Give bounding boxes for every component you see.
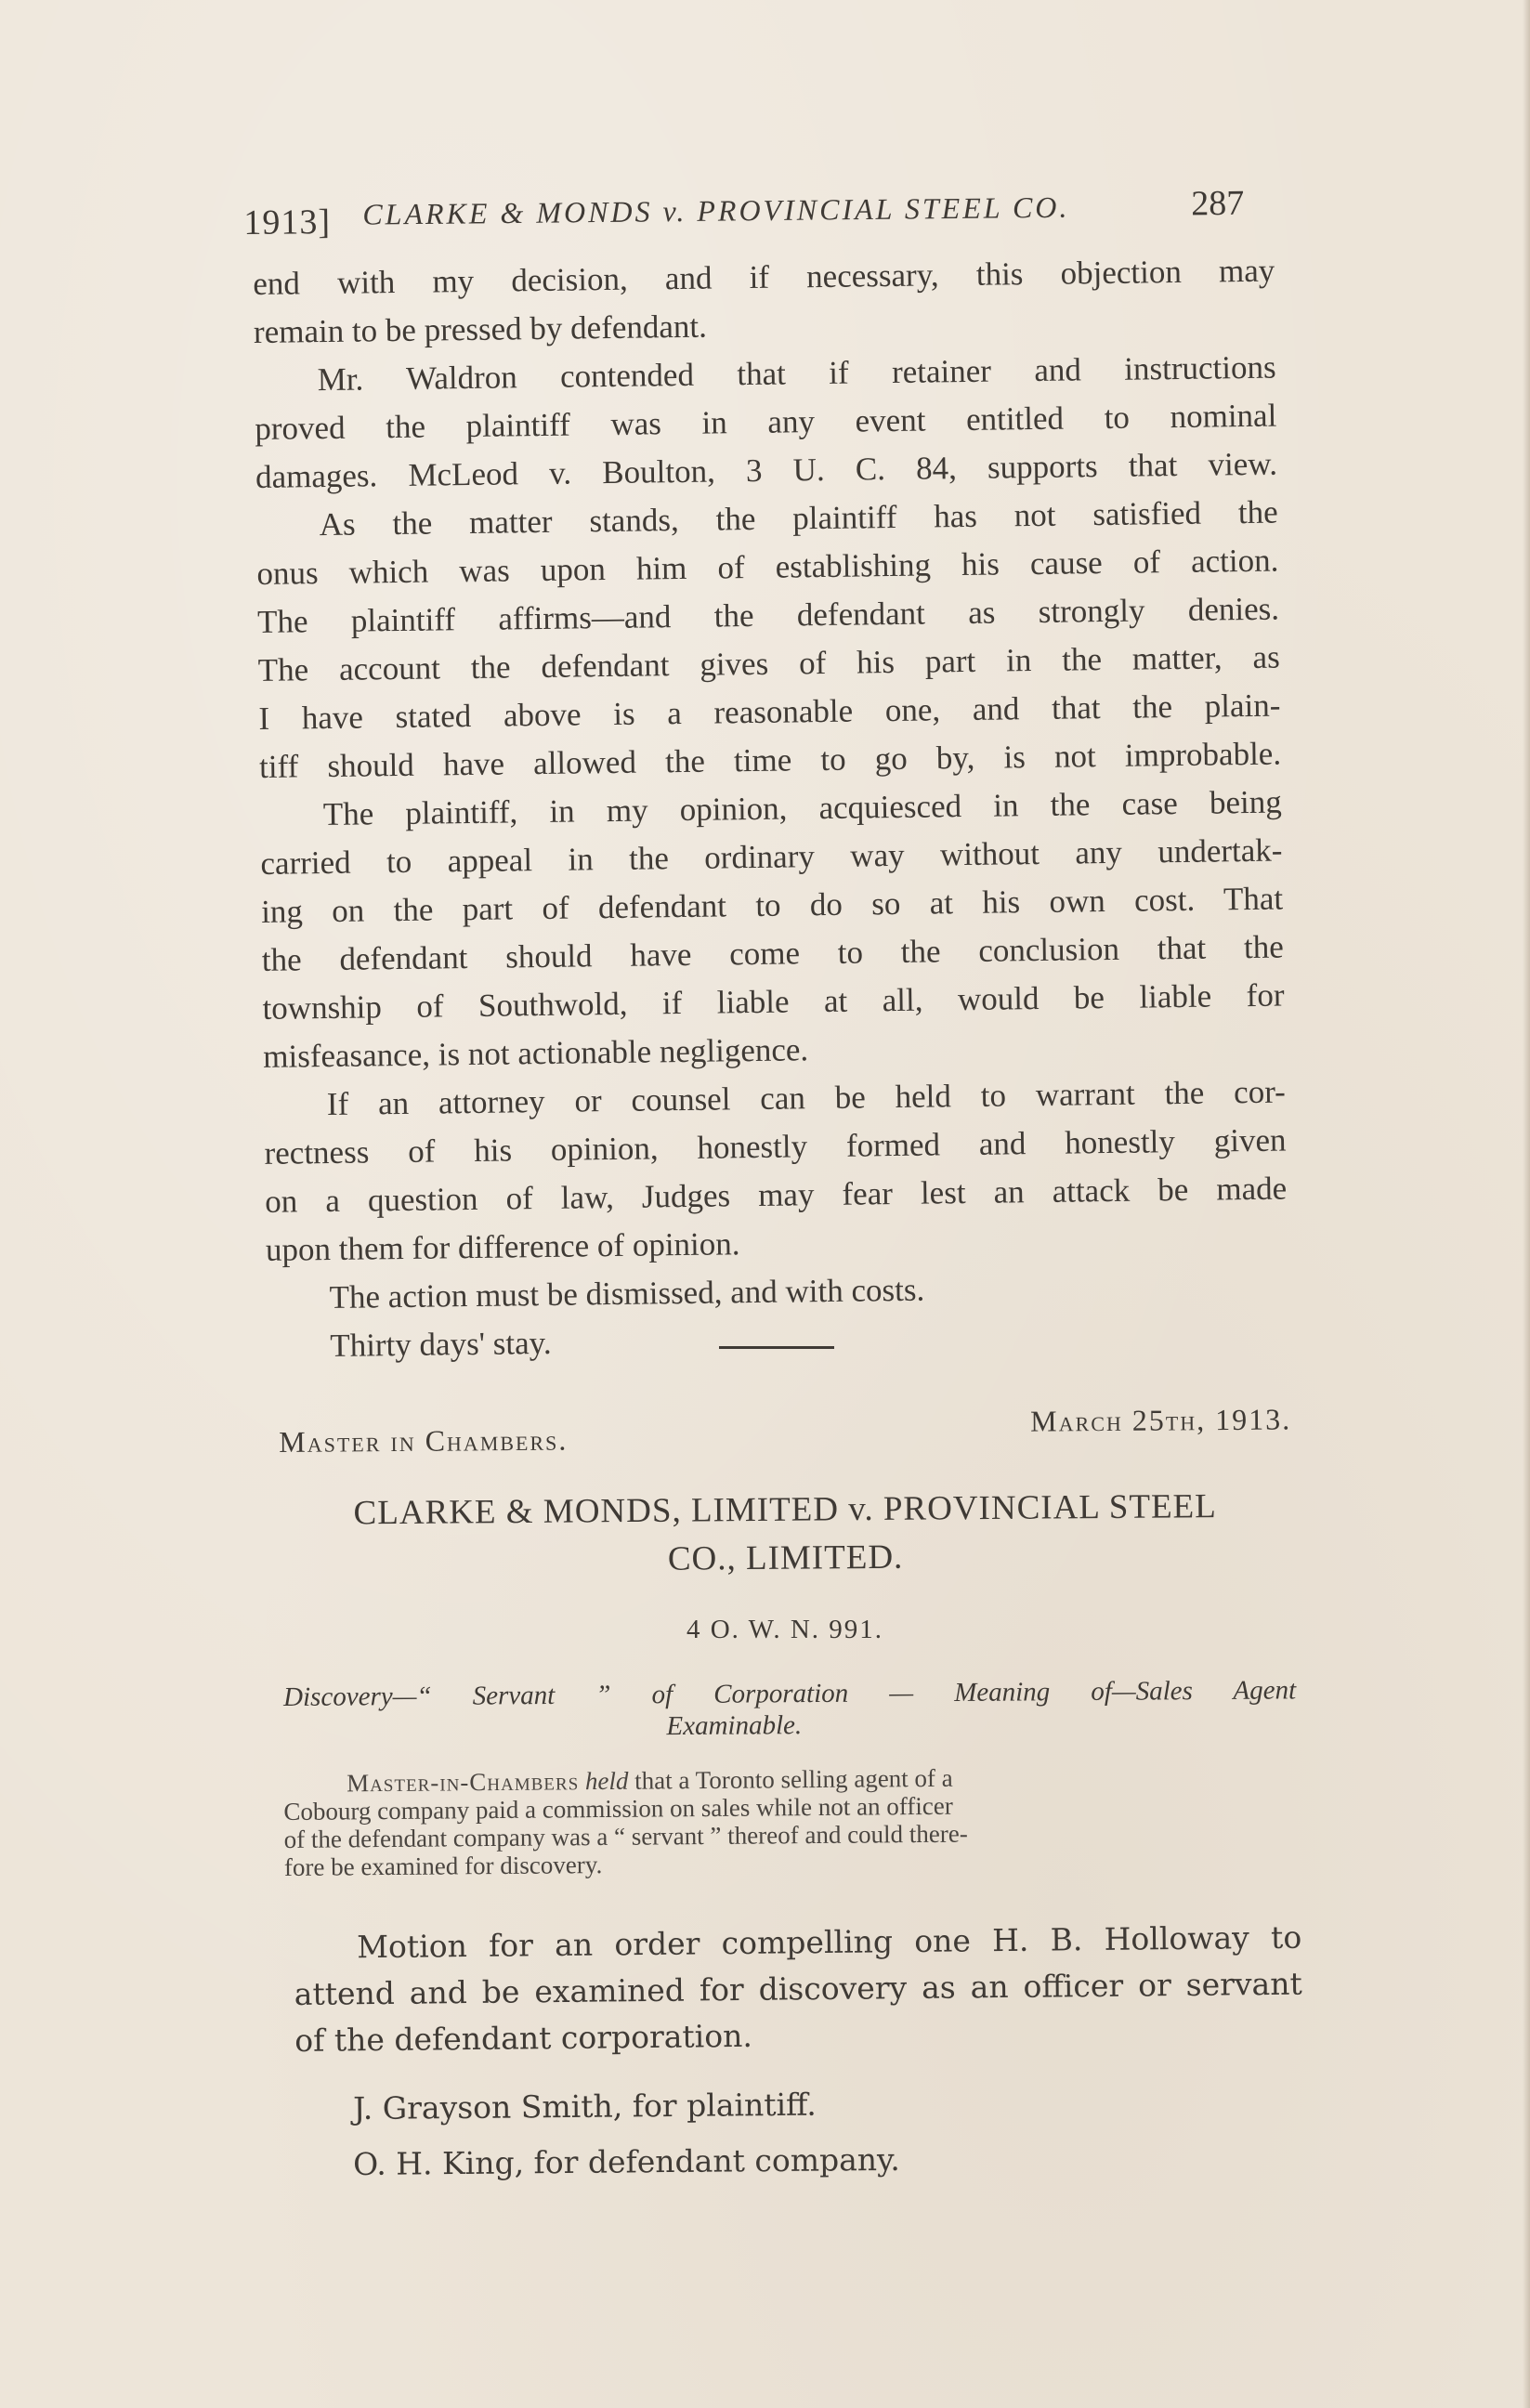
text-line: damages. McLeod v. Boulton, 3 U. C. 84, supports that view. — [255, 445, 1278, 495]
case-title-line: CO., LIMITED. — [667, 1538, 904, 1578]
text-line: onus which was upon him of establishing his cause of action. — [256, 542, 1279, 592]
motion-paragraph — [294, 1915, 1303, 2064]
text-line: proved the plaintiff was in any event entitled to nominal — [255, 397, 1277, 447]
text-line: end with my decision, and if necessary, this objection may — [253, 252, 1275, 302]
headnote-line: Examinable. — [666, 1710, 803, 1742]
text-line: If an attorney or counsel can be held to warrant the cor- — [326, 1073, 1287, 1123]
text-line: rectness of his opinion, honestly formed and honestly given — [264, 1121, 1287, 1171]
syllabus-held: held — [584, 1766, 629, 1796]
text-line: The plaintiff affirms—and the defendant as strongly denies. — [256, 590, 1280, 640]
syllabus-lead: Master-in-Chambers — [346, 1767, 580, 1798]
court-name: Master in Chambers. — [279, 1422, 569, 1459]
counsel-plaintiff: J. Grayson Smith, for plaintiff. — [353, 2086, 817, 2127]
case-title-line: CLARKE & MONDS, LIMITED v. PROVINCIAL STEEL — [353, 1487, 1217, 1533]
syllabus-line: of the defendant company was a “ servant ” thereof and could there- — [283, 1819, 968, 1853]
text-line: remain to be pressed by defendant. — [253, 308, 708, 350]
headnote — [283, 1674, 1296, 1745]
text-line: Thirty days' stay. — [330, 1324, 552, 1365]
page-edge-shadow — [1523, 0, 1530, 2408]
syllabus-text: that a Toronto selling agent of a — [634, 1763, 953, 1795]
text-line: carried to appeal in the ordinary way without any undertak- — [260, 831, 1283, 882]
text-line: I have stated above is a reasonable one, and that the plain- — [258, 687, 1281, 737]
section-divider — [719, 1346, 834, 1349]
syllabus-line: Cobourg company paid a commission on sales while not an officer — [283, 1791, 953, 1826]
opinion-text — [253, 247, 1289, 1371]
motion-line: of the defendant corporation. — [294, 2017, 753, 2059]
case-title — [279, 1482, 1292, 1587]
case-header — [279, 1400, 1291, 1464]
running-header — [243, 175, 1266, 242]
motion-line: attend and be examined for discovery as an officer or servant — [294, 1965, 1302, 2012]
text-line: The account the defendant gives of his part in the matter, as — [257, 638, 1280, 688]
headnote-line: Discovery—“ Servant ” of Corporation — Meaning of—Sales Agent — [283, 1675, 1297, 1712]
text-line: tiff should have allowed the time to go by, is not improbable. — [258, 735, 1282, 785]
motion-line: Motion for an order compelling one H. B. Holloway to — [357, 1918, 1302, 1966]
header-year: 1913] — [243, 203, 332, 242]
header-title: CLARKE & MONDS v. PROVINCIAL STEEL CO. — [362, 190, 1070, 231]
text-line: ing on the part of defendant to do so at his own cost. That — [260, 880, 1284, 930]
text-line: township of Southwold, if liable at all, would be liable for — [262, 976, 1285, 1027]
text-line: Mr. Waldron contended that if retainer and instructions — [317, 348, 1276, 399]
page-number: 287 — [1191, 183, 1245, 224]
text-line: The action must be dismissed, and with costs. — [329, 1271, 925, 1316]
text-line: As the matter stands, the plaintiff has not satisfied the — [319, 493, 1278, 543]
text-line: the defendant should have come to the conclusion that the — [261, 928, 1285, 978]
syllabus — [283, 1760, 1304, 1881]
text-line: The plaintiff, in my opinion, acquiesced in the case being — [322, 783, 1282, 833]
case-citation: 4 O. W. N. 991. — [686, 1615, 884, 1644]
text-line: on a question of law, Judges may fear lest an attack be made — [265, 1170, 1288, 1220]
counsel-defendant: O. H. King, for defendant company. — [353, 2140, 900, 2182]
text-line: misfeasance, is not actionable negligence. — [262, 1031, 809, 1075]
syllabus-line: fore be examined for discovery. — [283, 1851, 603, 1881]
text-line: upon them for difference of opinion. — [265, 1225, 740, 1268]
decision-date: March 25th, 1913. — [1030, 1402, 1292, 1438]
